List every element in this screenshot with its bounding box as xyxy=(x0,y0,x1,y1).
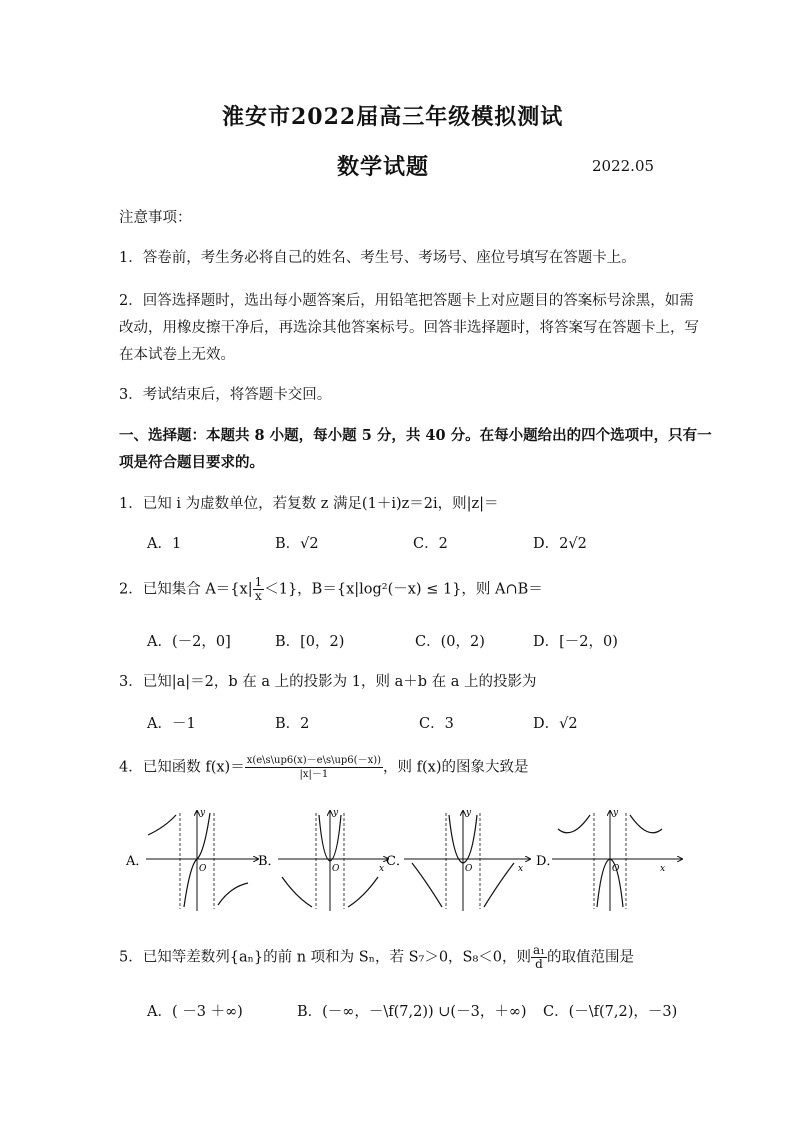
graph-d-origin: O xyxy=(612,864,620,874)
q5-fraction-denominator: d xyxy=(535,957,543,971)
graph-d-curve-left xyxy=(558,815,590,833)
graph-a-curve-left xyxy=(148,815,176,835)
graph-a xyxy=(125,808,258,911)
q2-fraction xyxy=(253,576,265,603)
section-1-line-1: 一、选择题：本题共 8 小题，每小题 5 分，共 40 分。在每小题给出的四个选项中，只有一 xyxy=(119,427,712,444)
graph-b-label: B． xyxy=(258,854,281,869)
q4-graphs xyxy=(120,805,690,917)
q1-option-c: C．2 xyxy=(413,536,448,552)
q2-stem-part-b: ＜1}，B＝{x|log²(－x) ≤ 1}，则 A∩B＝ xyxy=(264,581,543,598)
graph-b-x-label: x xyxy=(379,864,385,874)
q4-stem xyxy=(119,754,528,781)
graph-b-curve-right xyxy=(348,877,378,907)
q3-option-b: B．2 xyxy=(275,716,310,732)
q4-fraction-numerator: x(e\s\up6(x)－e\s\up6(－x)) xyxy=(246,755,382,766)
q2-fraction-denominator: x xyxy=(255,589,262,603)
q4-stem-part-b: ，则 f(x)的图象大致是 xyxy=(383,759,529,776)
q4-stem-part-a: 4．已知函数 f(x)＝ xyxy=(119,759,245,776)
q1-stem: 1．已知 i 为虚数单位，若复数 z 满足(1＋i)z＝2i，则|z|＝ xyxy=(119,496,499,512)
graph-c-label: C． xyxy=(386,854,409,869)
graph-d xyxy=(536,808,682,911)
graph-d-curve-right xyxy=(630,815,662,833)
graph-b-curve-left xyxy=(282,877,312,907)
q3-stem: 3．已知|a|＝2，b 在 a 上的投影为 1，则 a＋b 在 a 上的投影为 xyxy=(119,674,537,690)
q5-option-a: A．( －3 ＋∞) xyxy=(147,1004,243,1020)
q1-option-b: B．√2 xyxy=(275,536,319,552)
q5-stem-part-b: 的取值范围是 xyxy=(547,949,634,966)
q5-fraction-numerator: a₁ xyxy=(533,943,545,957)
q3-option-c: C．3 xyxy=(419,716,454,732)
graph-b-origin: O xyxy=(332,864,340,874)
q5-option-c: C．(－\f(7,2)，－3) xyxy=(543,1004,678,1020)
graph-c-origin: O xyxy=(465,864,473,874)
q2-fraction-numerator: 1 xyxy=(254,575,263,589)
notice-heading: 注意事项： xyxy=(119,210,192,226)
exam-date: 2022.05 xyxy=(592,157,655,175)
q2-stem-part-a: 2．已知集合 A＝{x| xyxy=(119,581,253,598)
q2-option-c: C．(0，2) xyxy=(415,634,485,650)
q2-stem xyxy=(119,576,543,603)
notice-item-2-line-1: 2．回答选择题时，选出每小题答案后，用铅笔把答题卡上对应题目的答案标号涂黑，如需 xyxy=(119,293,694,309)
graph-d-y-label: y xyxy=(613,808,619,818)
q2-option-a: A．(－2，0] xyxy=(147,634,231,650)
notice-item-3: 3．考试结束后，将答题卡交回。 xyxy=(119,387,332,403)
graph-a-curve-right xyxy=(218,883,248,905)
graph-c xyxy=(386,808,530,911)
graph-b-y-label: y xyxy=(333,808,339,818)
graph-c-y-label: y xyxy=(466,808,472,818)
q2-option-d: D．[－2，0) xyxy=(533,634,618,650)
graph-b xyxy=(258,808,388,911)
q3-option-a: A．－1 xyxy=(147,716,196,732)
graph-c-curve-left xyxy=(412,863,442,907)
q2-option-b: B．[0，2) xyxy=(275,634,345,650)
page-subtitle: 数学试题 xyxy=(337,154,430,180)
section-1-line-2: 项是符合题目要求的。 xyxy=(119,454,264,471)
q5-stem xyxy=(119,944,634,971)
graph-d-x-label: x xyxy=(660,864,666,874)
page-title: 淮安市2022届高三年级模拟测试 xyxy=(222,104,564,130)
graph-a-y-label: y xyxy=(200,808,206,818)
q1-option-d: D．2√2 xyxy=(533,536,587,552)
q5-option-b: B．(－∞，－\f(7,2)) ∪(－3，＋∞) xyxy=(297,1004,527,1020)
graph-d-label: D． xyxy=(536,854,560,869)
notice-item-2-line-3: 在本试卷上无效。 xyxy=(119,347,235,363)
q5-stem-part-a: 5．已知等差数列{aₙ}的前 n 项和为 Sₙ，若 S₇＞0，S₈＜0，则 xyxy=(119,949,532,966)
q1-option-a: A．1 xyxy=(147,536,182,552)
q4-fraction xyxy=(245,754,383,781)
q4-fraction-denominator: |x|－1 xyxy=(299,769,329,780)
notice-item-1: 1．答卷前，考生务必将自己的姓名、考生号、考场号、座位号填写在答题卡上。 xyxy=(119,250,636,266)
graph-c-x-label: x xyxy=(518,864,524,874)
graph-c-curve-right xyxy=(484,863,514,907)
graph-a-label: A． xyxy=(126,854,149,869)
q3-option-d: D．√2 xyxy=(533,716,578,732)
q5-fraction xyxy=(531,944,547,971)
notice-item-2-line-2: 改动，用橡皮擦干净后，再选涂其他答案标号。回答非选择题时，将答案写在答题卡上，写 xyxy=(119,320,699,336)
graph-a-origin: O xyxy=(199,864,207,874)
